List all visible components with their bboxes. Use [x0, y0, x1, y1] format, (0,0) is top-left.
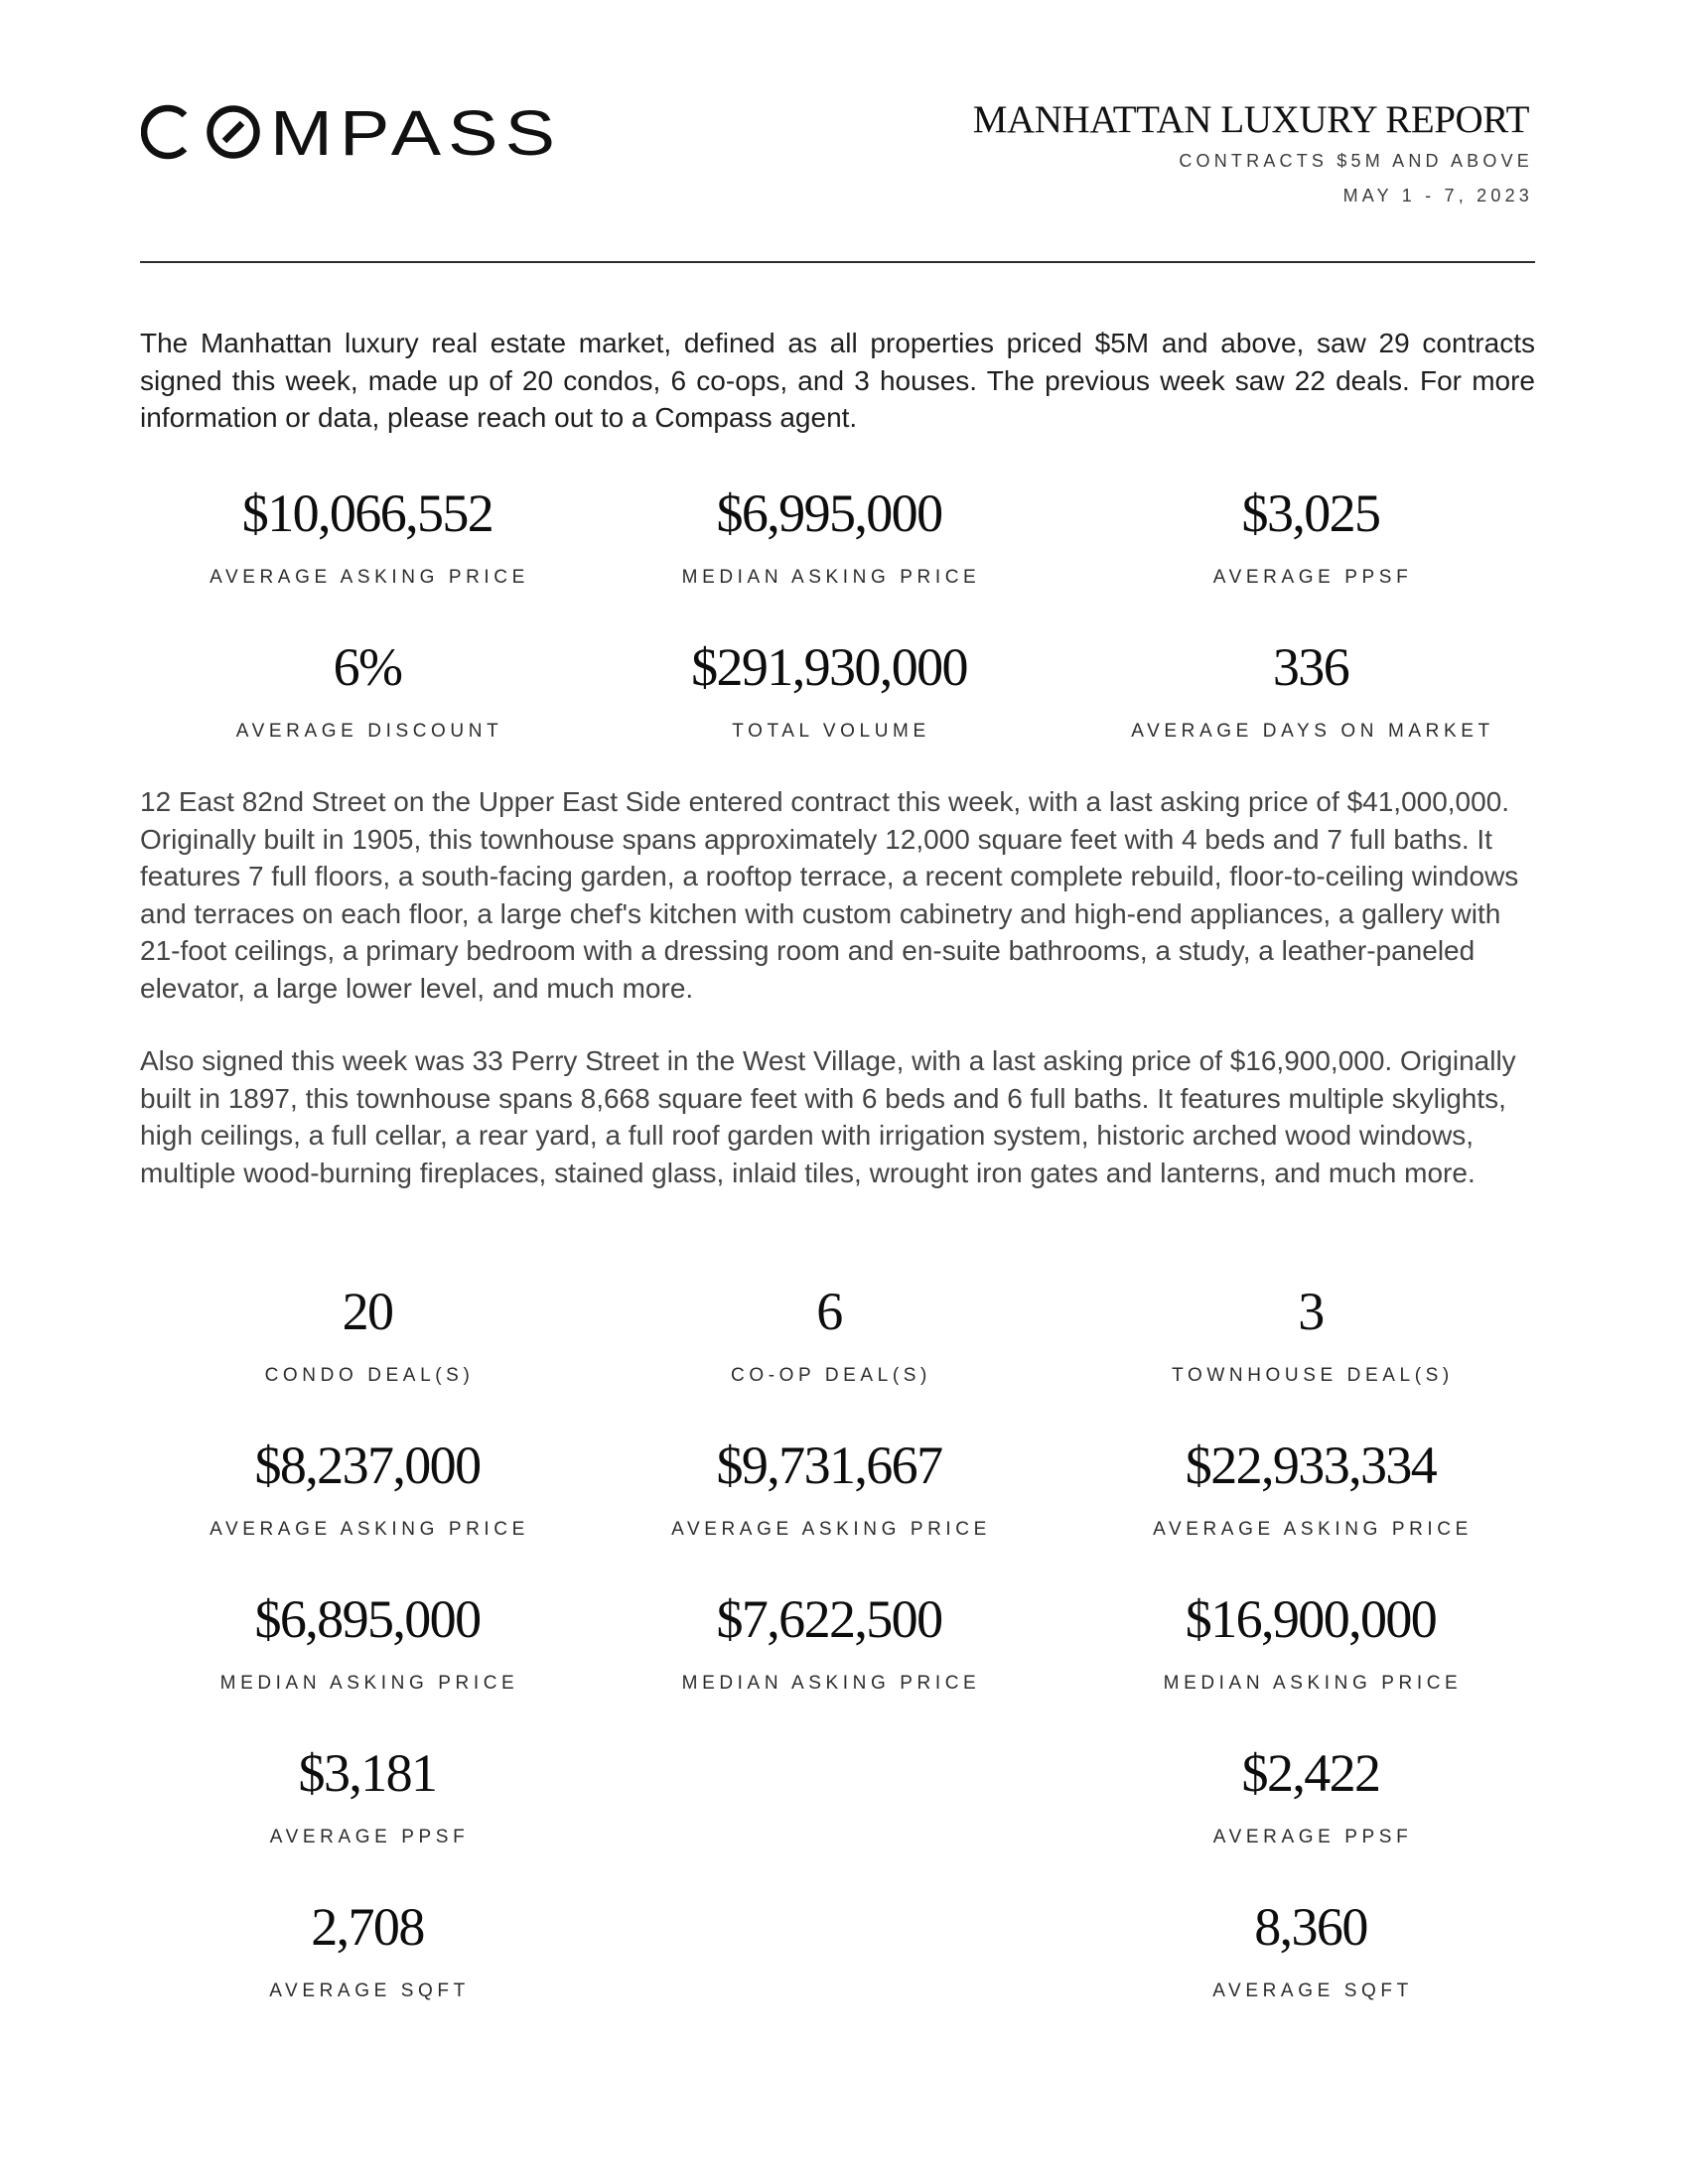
stat-value: $6,995,000 — [716, 483, 942, 543]
stat-label: MEDIAN ASKING PRICE — [219, 1673, 519, 1694]
stat-value: $10,066,552 — [241, 483, 493, 543]
stat-condo-average-sqft — [139, 1897, 596, 2003]
stat-value: $6,895,000 — [254, 1589, 481, 1649]
report-subtitle: CONTRACTS $5M AND ABOVE — [1179, 151, 1533, 171]
stat-value: $22,933,334 — [1185, 1435, 1437, 1495]
stat-value: $16,900,000 — [1185, 1589, 1437, 1649]
svg-text:MPASS: MPASS — [270, 103, 562, 161]
stat-average-asking-price — [139, 483, 596, 590]
stat-label: AVERAGE ASKING PRICE — [1153, 1519, 1473, 1540]
stat-label: AVERAGE ASKING PRICE — [210, 1519, 529, 1540]
stat-value: 8,360 — [1254, 1897, 1367, 1957]
stat-value: 3 — [1298, 1282, 1324, 1341]
stat-townhouse-average-sqft — [1082, 1897, 1539, 2003]
stat-value: 6 — [816, 1282, 842, 1341]
stat-value: $3,181 — [298, 1743, 437, 1803]
stat-label: AVERAGE DISCOUNT — [235, 721, 503, 742]
stat-label: TOWNHOUSE DEAL(S) — [1172, 1365, 1454, 1386]
stat-condo-average-ppsf — [139, 1743, 596, 1849]
stat-value: $9,731,667 — [716, 1435, 942, 1495]
stat-value: 336 — [1272, 637, 1349, 697]
stat-average-days-on-market — [1082, 637, 1539, 744]
stat-label: CONDO DEAL(S) — [264, 1365, 475, 1386]
stat-label: MEDIAN ASKING PRICE — [1163, 1673, 1463, 1694]
stat-townhouse-median-asking-price — [1082, 1589, 1539, 1696]
stat-total-volume — [601, 637, 1057, 744]
stat-average-discount — [139, 637, 596, 744]
stat-condo-deals — [139, 1282, 596, 1388]
stat-value: $2,422 — [1241, 1743, 1380, 1803]
stat-value: 20 — [342, 1282, 393, 1341]
stat-label: MEDIAN ASKING PRICE — [681, 567, 981, 588]
stat-value: $3,025 — [1241, 483, 1380, 543]
highlight-paragraph-33-perry: Also signed this week was 33 Perry Street in the West Village, with a last asking price of $16,900,000. Originally built in 1897, this townhouse spans 8,668 square feet with 6 beds and 6 full baths. It features multiple skylights, high ceilings, a full cellar, a rear yard, a full roof garden with irrigation system, historic arched wood windows, multiple wood-burning fireplaces, stained glass, inlaid tiles, wrought iron gates and lanterns, and much more. — [140, 1045, 1516, 1188]
header-divider — [140, 261, 1535, 263]
stat-average-ppsf — [1082, 483, 1539, 590]
stat-coop-average-asking-price — [601, 1435, 1057, 1542]
intro-paragraph: The Manhattan luxury real estate market, defined as all properties priced $5M and above, saw 29 contracts signed this week, made up of 20 condos, 6 co-ops, and 3 houses. The previous week saw 22 deals. For more information or data, please reach out to a Compass agent. — [140, 328, 1535, 433]
stat-townhouse-deals — [1082, 1282, 1539, 1388]
report-date-range: MAY 1 - 7, 2023 — [1342, 186, 1533, 205]
report-title: MANHATTAN LUXURY REPORT — [972, 98, 1529, 141]
stat-label: AVERAGE ASKING PRICE — [210, 567, 529, 588]
stat-label: AVERAGE PPSF — [1212, 1827, 1413, 1847]
stat-coop-deals — [601, 1282, 1057, 1388]
stat-condo-median-asking-price — [139, 1589, 596, 1696]
stat-label: AVERAGE ASKING PRICE — [671, 1519, 991, 1540]
stat-label: AVERAGE SQFT — [1212, 1980, 1413, 2001]
stat-condo-average-asking-price — [139, 1435, 596, 1542]
highlight-paragraph-12-east-82nd: 12 East 82nd Street on the Upper East Side entered contract this week, with a last asking price of $41,000,000. Originally built in 1905, this townhouse spans approximately 12,000 square feet with 4 beds and 7 full baths. It features 7 full floors, a south-facing garden, a rooftop terrace, a recent complete rebuild, floor-to-ceiling windows and terraces on each floor, a large chef's kitchen with custom cabinetry and high-end appliances, a gallery with 21-foot ceilings, a primary bedroom with a dressing room and en-suite bathrooms, a study, a leather-paneled elevator, a large lower level, and much more. — [140, 786, 1519, 1004]
stat-label: AVERAGE SQFT — [269, 1980, 470, 2001]
stat-value: $8,237,000 — [254, 1435, 481, 1495]
stat-value: $291,930,000 — [691, 637, 967, 697]
stat-value: 6% — [333, 637, 402, 697]
report-page — [140, 0, 1535, 2184]
stat-value: 2,708 — [311, 1897, 424, 1957]
stat-label: AVERAGE PPSF — [1212, 567, 1413, 588]
stat-value: $7,622,500 — [716, 1589, 942, 1649]
stat-townhouse-average-asking-price — [1082, 1435, 1539, 1542]
stat-coop-median-asking-price — [601, 1589, 1057, 1696]
stat-label: TOTAL VOLUME — [732, 721, 930, 742]
compass-logo — [141, 103, 564, 161]
stat-label: MEDIAN ASKING PRICE — [681, 1673, 981, 1694]
stat-label: AVERAGE PPSF — [269, 1827, 470, 1847]
stat-townhouse-average-ppsf — [1082, 1743, 1539, 1849]
stat-median-asking-price — [601, 483, 1057, 590]
compass-logo-icon — [141, 103, 564, 161]
stat-label: AVERAGE DAYS ON MARKET — [1131, 721, 1494, 742]
report-header — [972, 97, 1533, 206]
stat-label: CO-OP DEAL(S) — [731, 1365, 931, 1386]
